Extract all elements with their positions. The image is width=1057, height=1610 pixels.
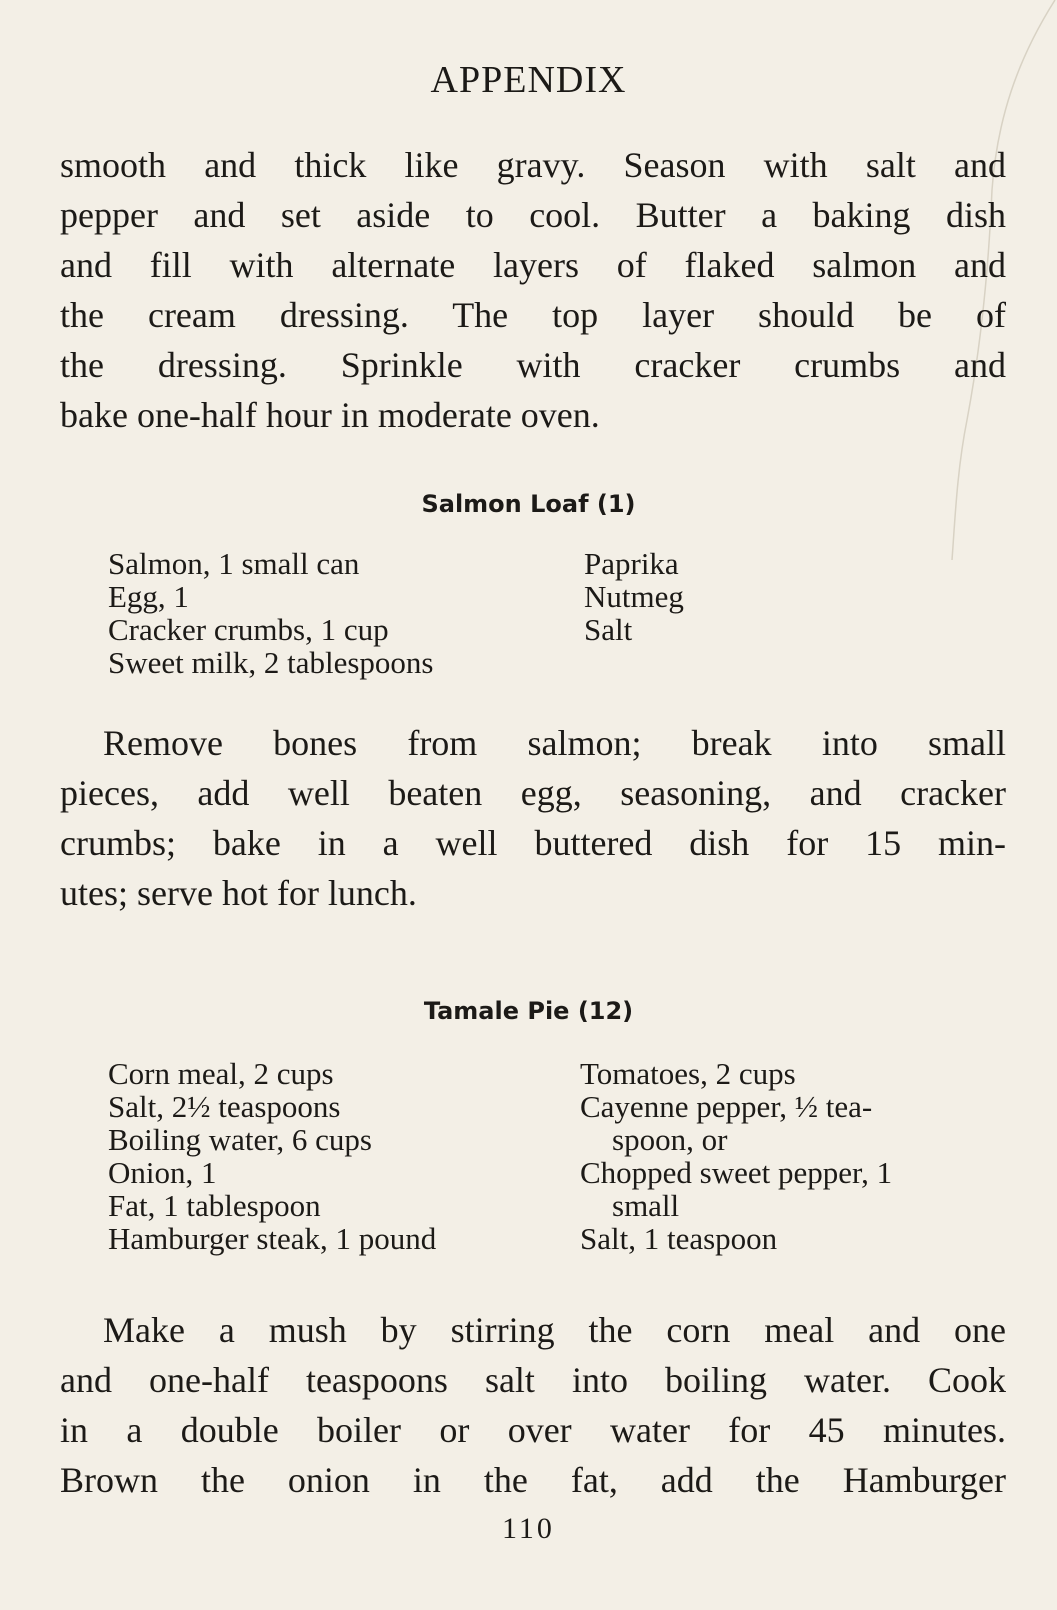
tamale-pie-directions — [60, 1305, 1006, 1505]
ingredient: Sweet milk, 2 tablespoons — [108, 645, 434, 680]
ingredient-continuation: small — [612, 1188, 680, 1223]
salmon-loaf-title: Salmon Loaf (1) — [421, 490, 636, 518]
text-line: pepper and set aside to cool. Butter a baking dish — [60, 195, 1006, 235]
salmon-loaf-ingredients-left — [108, 547, 433, 679]
text-line: bake one-half hour in moderate oven. — [60, 395, 600, 435]
text-line: Brown the onion in the fat, add the Hamburger — [60, 1460, 1006, 1500]
ingredient: Onion, 1 — [108, 1155, 217, 1190]
text-line: in a double boiler or over water for 45 minutes. — [60, 1410, 1006, 1450]
salmon-loaf-ingredients-right — [584, 547, 684, 646]
ingredient: Salmon, 1 small can — [108, 546, 360, 581]
text-line: the dressing. Sprinkle with cracker crumbs and — [60, 345, 1006, 385]
running-head: APPENDIX — [430, 59, 627, 101]
ingredient: Egg, 1 — [108, 579, 189, 614]
ingredient: Cayenne pepper, ½ tea- — [580, 1089, 873, 1124]
page-number: 110 — [502, 1512, 555, 1545]
salmon-loaf-directions — [60, 718, 1006, 918]
text-line: pieces, add well beaten egg, seasoning, and cracker — [60, 773, 1006, 813]
ingredient: Boiling water, 6 cups — [108, 1122, 372, 1157]
tamale-pie-title: Tamale Pie (12) — [423, 997, 634, 1025]
ingredient: Paprika — [584, 546, 679, 581]
ingredient: Corn meal, 2 cups — [108, 1056, 334, 1091]
text-line: crumbs; bake in a well buttered dish for 15 min- — [60, 823, 1006, 863]
ingredient-continuation: spoon, or — [612, 1122, 728, 1157]
text-line: smooth and thick like gravy. Season with salt and — [60, 145, 1006, 185]
ingredient: Cracker crumbs, 1 cup — [108, 612, 389, 647]
ingredient: Tomatoes, 2 cups — [580, 1056, 796, 1091]
ingredient: Salt, 1 teaspoon — [580, 1221, 778, 1256]
tamale-pie-ingredients-right — [580, 1057, 892, 1255]
ingredient: Salt — [584, 612, 633, 647]
tamale-pie-ingredients-left — [108, 1057, 436, 1255]
ingredient: Chopped sweet pepper, 1 — [580, 1155, 893, 1190]
text-line: utes; serve hot for lunch. — [60, 873, 417, 913]
text-line: the cream dressing. The top layer should be of — [60, 295, 1006, 335]
ingredient: Fat, 1 tablespoon — [108, 1188, 321, 1223]
text-line: Make a mush by stirring the corn meal and one — [103, 1310, 1006, 1350]
text-line: and one-half teaspoons salt into boiling water. Cook — [60, 1360, 1006, 1400]
text-line: Remove bones from salmon; break into small — [103, 723, 1006, 763]
ingredient: Nutmeg — [584, 579, 684, 614]
intro-paragraph — [60, 140, 1006, 440]
ingredient: Hamburger steak, 1 pound — [108, 1221, 437, 1256]
ingredient: Salt, 2½ teaspoons — [108, 1089, 341, 1124]
text-line: and fill with alternate layers of flaked salmon and — [60, 245, 1006, 285]
